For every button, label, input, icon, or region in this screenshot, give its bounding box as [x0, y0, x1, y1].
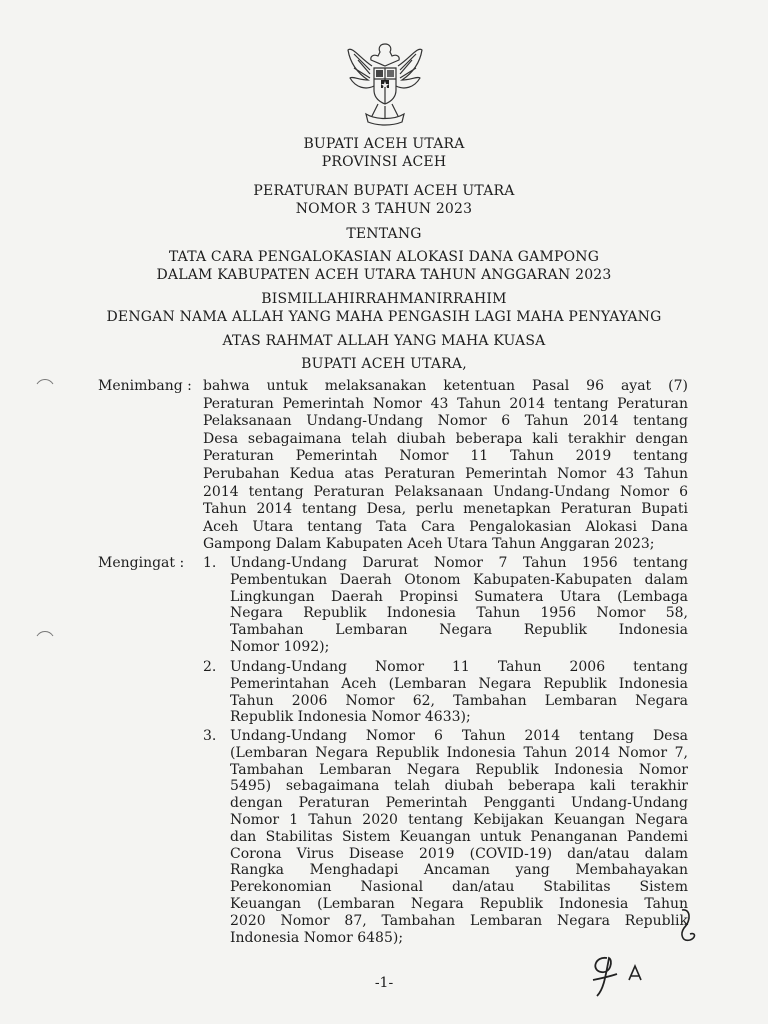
text-line: Rangka Menghadapi Ancaman yang Membahayakan [230, 862, 688, 879]
about-heading: TENTANG [346, 226, 422, 242]
province-title: PROVINSI ACEH [321, 154, 447, 170]
mengingat-item-1 [230, 555, 688, 656]
text-line: 2014 tentang Peraturan Pelaksanaan Undang-Undang Nomor 6 [203, 483, 688, 500]
menimbang-paragraph [203, 378, 688, 554]
text-line: Desa sebagaimana telah diubah beberapa kali terakhir dengan [203, 430, 688, 447]
subject-line-1: TATA CARA PENGALOKASIAN ALOKASI DANA GAMPONG [168, 249, 600, 265]
text-line: Corona Virus Disease 2019 (COVID-19) dan/atau dalam [230, 845, 688, 862]
text-line: (Lembaran Negara Republik Indonesia Tahun 2014 Nomor 7, [230, 744, 688, 761]
basmalah: BISMILLAHIRRAHMANIRRAHIM [261, 291, 507, 307]
text-line: Tahun 2006 Nomor 62, Tambahan Lembaran Negara [230, 692, 688, 709]
text-line: Nomor 1 Tahun 2020 tentang Kebijakan Keuangan Negara [230, 811, 688, 828]
page-number: -1- [374, 975, 394, 991]
text-line: Undang-Undang Nomor 6 Tahun 2014 tentang Desa [230, 728, 688, 744]
text-line: Aceh Utara tentang Tata Cara Pengalokasian Alokasi Dana [203, 518, 688, 535]
text-line: Perubahan Kedua atas Peraturan Pemerintah Nomor 43 Tahun [203, 465, 688, 482]
text-line: bahwa untuk melaksanakan ketentuan Pasal 96 ayat (7) [203, 378, 688, 394]
mengingat-item-2 [230, 659, 688, 726]
basmalah-translation: DENGAN NAMA ALLAH YANG MAHA PENGASIH LAGI MAHA PENYAYANG [106, 309, 662, 325]
item-number: 1. [203, 555, 217, 571]
text-line: Nomor 1092); [230, 638, 330, 655]
text-line: Undang-Undang Darurat Nomor 7 Tahun 1956 tentang [230, 555, 688, 571]
regulation-title: PERATURAN BUPATI ACEH UTARA [253, 183, 515, 199]
grace-line: ATAS RAHMAT ALLAH YANG MAHA KUASA [222, 333, 546, 349]
text-line: Peraturan Pemerintah Nomor 11 Tahun 2019 tentang [203, 448, 688, 465]
regulation-number: NOMOR 3 TAHUN 2023 [295, 201, 473, 217]
text-line: dengan Peraturan Pemerintah Pengganti Undang-Undang [230, 795, 688, 812]
text-line: Gampong Dalam Kabupaten Aceh Utara Tahun Anggaran 2023; [203, 536, 655, 553]
text-line: 2020 Nomor 87, Tambahan Lembaran Negara Republik [230, 912, 688, 929]
item-number: 3. [203, 728, 217, 744]
text-line: 5495) sebagaimana telah diubah beberapa kali terakhir [230, 778, 688, 795]
punch-mark-icon [36, 376, 54, 386]
text-line: Tambahan Lembaran Negara Republik Indonesia Nomor [230, 761, 688, 778]
mengingat-label: Mengingat : [98, 555, 185, 571]
regent-line: BUPATI ACEH UTARA, [301, 356, 467, 372]
text-line: dan Stabilitas Sistem Keuangan untuk Penanganan Pandemi [230, 828, 688, 845]
text-line: Pelaksanaan Undang-Undang Nomor 6 Tahun 2014 tentang [203, 413, 688, 430]
item-number: 2. [203, 659, 217, 675]
text-line: Lingkungan Daerah Propinsi Sumatera Utara (Lembaga [230, 588, 688, 605]
text-line: Undang-Undang Nomor 11 Tahun 2006 tentang [230, 659, 688, 675]
menimbang-label: Menimbang : [98, 378, 192, 394]
text-line: Keuangan (Lembaran Negara Republik Indonesia Tahun [230, 895, 688, 912]
text-line: Perekonomian Nasional dan/atau Stabilitas Sistem [230, 879, 688, 896]
text-line: Pembentukan Daerah Otonom Kabupaten-Kabupaten dalam [230, 571, 688, 588]
punch-mark-icon [36, 628, 54, 638]
text-line: Indonesia Nomor 6485); [230, 929, 404, 946]
mengingat-item-3 [230, 728, 688, 946]
text-line: Tahun 2014 tentang Desa, perlu menetapkan Peraturan Bupati [203, 501, 688, 518]
subject-line-2: DALAM KABUPATEN ACEH UTARA TAHUN ANGGARAN 2023 [156, 267, 612, 283]
office-title: BUPATI ACEH UTARA [303, 136, 465, 152]
text-line: Peraturan Pemerintah Nomor 43 Tahun 2014 tentang Peraturan [203, 395, 688, 412]
text-line: Negara Republik Indonesia Tahun 1956 Nomor 58, [230, 605, 688, 622]
text-line: Tambahan Lembaran Negara Republik Indonesia [230, 622, 688, 639]
text-line: Republik Indonesia Nomor 4633); [230, 709, 471, 726]
handwritten-mark-icon [676, 906, 700, 946]
garuda-emblem-icon [342, 36, 428, 126]
text-line: Pemerintahan Aceh (Lembaran Negara Republik Indonesia [230, 675, 688, 692]
